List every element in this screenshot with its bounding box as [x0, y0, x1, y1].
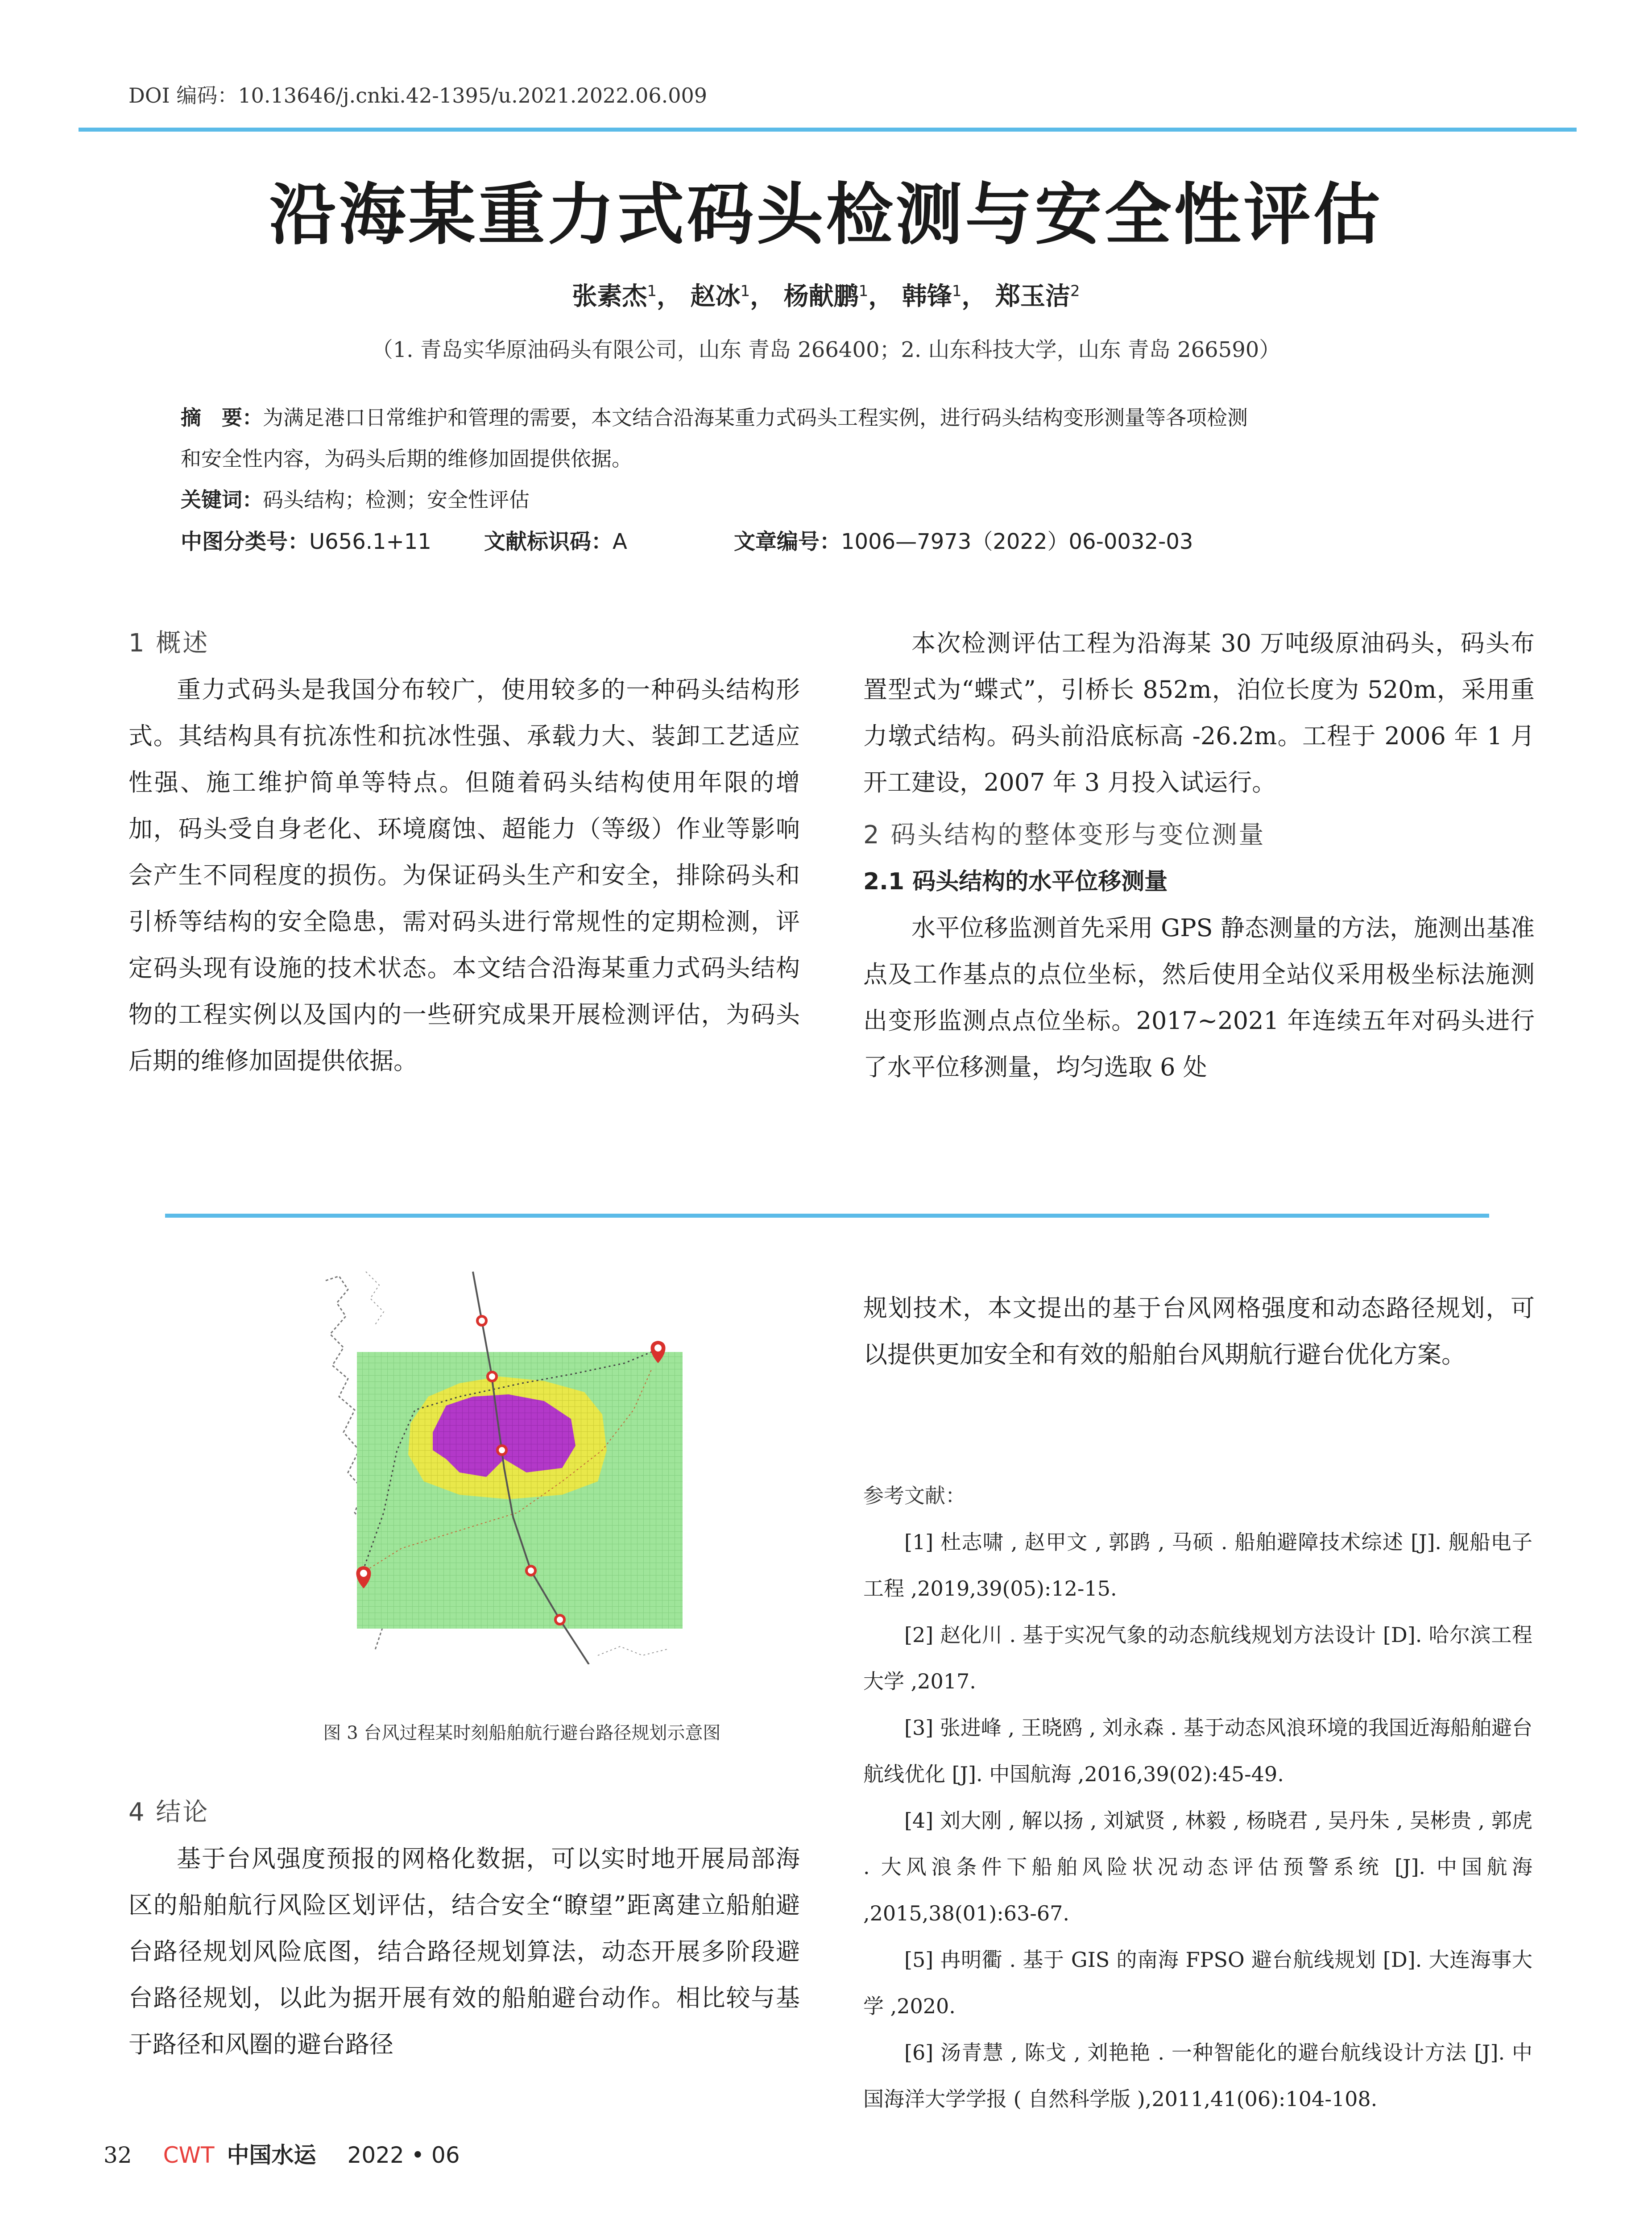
track-point [477, 1316, 486, 1325]
clc-value: U656.1+11 [309, 529, 431, 554]
abstract-label: 摘 要： [181, 406, 263, 430]
section-conclusion [128, 1789, 800, 2068]
issue-date: 2022 • 06 [347, 2142, 460, 2168]
header-rule [79, 128, 1577, 132]
page-footer [104, 2137, 460, 2169]
conclusion-paragraph: 基于台风强度预报的网格化数据，可以实时地开展局部海区的船舶航行风险区划评估，结合安全“瞭望”距离建立船舶避台路径规划风险底图，结合路径规划算法，动态开展多阶段避台路径规划，以此为据开展有效的船舶避台动作。相比较与基于路径和风圈的避台路径 [128, 1845, 800, 2058]
figure-caption: 图 3 台风过程某时刻船舶航行避台路径规划示意图 [323, 1723, 721, 1743]
abstract-text-1: 为满足港口日常维护和管理的需要，本文结合沿海某重力式码头工程实例，进行码头结构变形测量等各项检测 [263, 406, 1248, 430]
track-point [555, 1615, 564, 1624]
author-list: 张素杰$^1$， 赵冰$^1$， 杨献鹏$^1$， 韩锋$^1$， 郑玉洁$^2$ [572, 282, 1080, 311]
coastline [598, 1646, 669, 1655]
reference-item: [1] 杜志啸 , 赵甲文 , 郭鹍 , 马硕 . 船舶避障技术综述 [J]. 舰船电子工程 ,2019,39(05):12-15. [863, 1530, 1532, 1601]
reference-item: [5] 冉明衢 . 基于 GIS 的南海 FPSO 避台航线规划 [D]. 大连海事大学 ,2020. [863, 1948, 1532, 2018]
journal-name: 中国水运 [227, 2142, 316, 2168]
affiliations: （1. 青岛实华原油码头有限公司，山东 青岛 266400；2. 山东科技大学，山东 青岛 266590） [371, 337, 1281, 362]
article-no-label: 文章编号： [734, 529, 841, 554]
references [863, 1472, 1532, 2122]
author-sup: 1 [647, 282, 657, 300]
reference-item: [3] 张进峰 , 王晓鸥 , 刘永森 . 基于动态风浪环境的我国近海船舶避台航线优化 [J]. 中国航海 ,2016,39(02):45-49. [863, 1716, 1532, 1786]
displacement-paragraph: 水平位移监测首先采用 GPS 静态测量的方法，施测出基准点及工作基点的点位坐标，然后使用全站仪采用极坐标法施测出变形监测点点位坐标。2017~2021 年连续五年对码头进行了水平位移测量，均匀选取 6 处 [863, 914, 1535, 1081]
author-name: 赵冰 [690, 282, 741, 311]
overview-paragraph: 重力式码头是我国分布较广，使用较多的一种码头结构形式。其结构具有抗冻性和抗冰性强、承载力大、装卸工艺适应性强、施工维护简单等特点。但随着码头结构使用年限的增加，码头受自身老化、环境腐蚀、超能力（等级）作业等影响会产生不同程度的损伤。为保证码头生产和安全，排除码头和引桥等结构的安全隐患，需对码头进行常规性的定期检测，评定码头现有设施的技术状态。本文结合沿海某重力式码头结构物的工程实例以及国内的一些研究成果开展检测评估，为码头后期的维修加固提供依据。 [128, 676, 800, 1075]
keywords-text: 码头结构；检测；安全性评估 [263, 488, 530, 512]
author-sup: 1 [952, 282, 962, 300]
coastline [366, 1272, 384, 1325]
track-point [488, 1372, 497, 1381]
brand-logo: CWT [163, 2142, 215, 2168]
section-heading-1: 1 概述 [128, 629, 210, 658]
section-project [863, 620, 1535, 1091]
abstract-line-1 [181, 397, 1248, 438]
doc-label: 文献标识码： [484, 529, 613, 554]
typhoon-route-figure [312, 1263, 727, 1664]
abstract-text-2: 和安全性内容，为码头后期的维修加固提供依据。 [181, 447, 632, 471]
conclusion-paragraph-cont: 规划技术，本文提出的基于台风网格强度和动态路径规划，可以提供更加安全和有效的船舶台风期航行避台优化方案。 [863, 1294, 1535, 1368]
reference-item: [2] 赵化川 . 基于实况气象的动态航线规划方法设计 [D]. 哈尔滨工程大学 ,2017. [863, 1623, 1532, 1693]
author-name: 郑玉洁 [995, 282, 1070, 311]
author-sup: 1 [740, 282, 750, 300]
keywords-label: 关键词： [181, 488, 263, 512]
author-name: 杨献鹏 [783, 282, 859, 311]
references-heading: 参考文献： [863, 1484, 966, 1508]
project-paragraph: 本次检测评估工程为沿海某 30 万吨级原油码头，码头布置型式为“蝶式”，引桥长 852m，泊位长度为 520m，采用重力墩式结构。码头前沿底标高 -26.2m。工程于 2006 年 1 月开工建设，2007 年 3 月投入试运行。 [863, 629, 1535, 796]
reference-item: [6] 汤青慧 , 陈戈 , 刘艳艳 . 一种智能化的避台航线设计方法 [J]. 中国海洋大学学报 ( 自然科学版 ),2011,41(06):104-108. [863, 2040, 1532, 2111]
article-no-value: 1006—7973（2022）06-0032-03 [841, 529, 1193, 554]
conclusion-continued [863, 1285, 1535, 1378]
author-name: 韩锋 [902, 282, 952, 311]
doc-value: A [613, 529, 627, 554]
reference-item: [4] 刘大刚 , 解以扬 , 刘斌贤 , 林毅 , 杨晓君 , 吴丹朱 , 吴彬贵 , 郭虎 . 大风浪条件下船舶风险状况动态评估预警系统 [J]. 中国航海 ,2015,38(01):63-67. [863, 1808, 1532, 1925]
doi-line: DOI 编码：10.13646/j.cnki.42-1395/u.2021.2022.06.009 [128, 83, 708, 108]
keywords-line [181, 479, 530, 520]
clc-label: 中图分类号： [181, 529, 310, 554]
section-overview [128, 620, 800, 1084]
author-name: 张素杰 [572, 282, 647, 311]
page-number: 32 [104, 2142, 132, 2168]
article-title: 沿海某重力式码头检测与安全性评估 [269, 175, 1383, 254]
author-sup: 2 [1070, 282, 1080, 300]
route-map-svg [312, 1263, 727, 1664]
author-sup: 1 [858, 282, 869, 300]
subsection-heading-2-1: 2.1 码头结构的水平位移测量 [863, 868, 1168, 895]
track-point [497, 1446, 506, 1455]
section-heading-2: 2 码头结构的整体变形与变位测量 [863, 821, 1266, 850]
classification-line [181, 521, 1193, 562]
section-heading-4: 4 结论 [128, 1798, 210, 1827]
section-divider [165, 1214, 1489, 1218]
track-point [526, 1566, 535, 1575]
